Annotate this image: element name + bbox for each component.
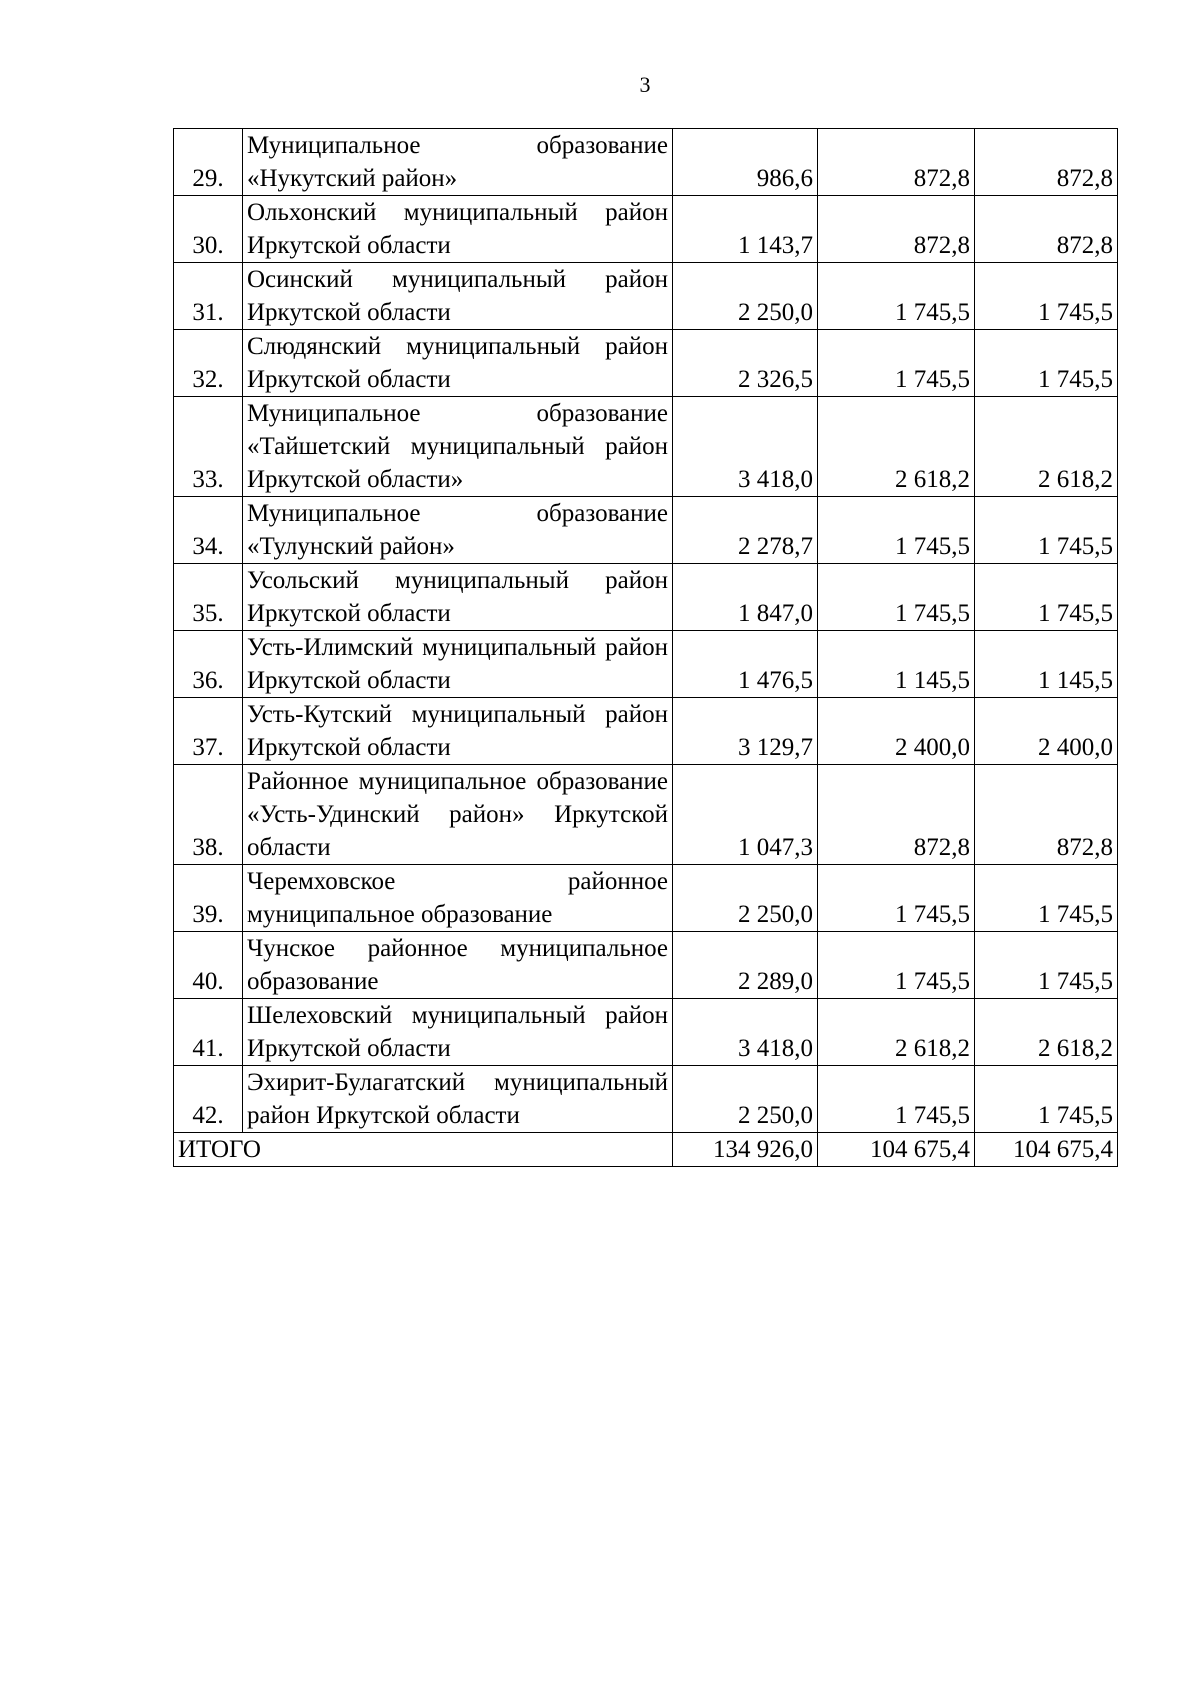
total-row xyxy=(174,1133,1118,1167)
table-row xyxy=(174,631,1118,698)
page-number: 3 xyxy=(639,72,651,97)
municipality-name: Осинский муниципальный район Иркутской области xyxy=(243,263,673,330)
value-2: 1 745,5 xyxy=(818,497,975,564)
value-1: 1 476,5 xyxy=(673,631,818,698)
value-2: 1 745,5 xyxy=(818,865,975,932)
municipality-name: Эхирит-Булагатский муниципальный район Иркутской области xyxy=(243,1066,673,1133)
table-row xyxy=(174,865,1118,932)
value-1: 3 418,0 xyxy=(673,397,818,497)
value-1: 3 129,7 xyxy=(673,698,818,765)
municipality-name: Муниципальное образование «Тулунский район» xyxy=(243,497,673,564)
value-1: 2 278,7 xyxy=(673,497,818,564)
row-number: 33. xyxy=(174,397,243,497)
municipality-name: Районное муниципальное образование «Усть-Удинский район» Иркутской области xyxy=(243,765,673,865)
value-3: 1 745,5 xyxy=(975,865,1118,932)
row-number: 31. xyxy=(174,263,243,330)
row-number: 40. xyxy=(174,932,243,999)
value-1: 2 326,5 xyxy=(673,330,818,397)
table-row xyxy=(174,330,1118,397)
value-3: 1 745,5 xyxy=(975,497,1118,564)
row-number: 38. xyxy=(174,765,243,865)
value-3: 872,8 xyxy=(975,765,1118,865)
row-number: 32. xyxy=(174,330,243,397)
value-1: 986,6 xyxy=(673,129,818,196)
value-3: 2 400,0 xyxy=(975,698,1118,765)
value-1: 1 847,0 xyxy=(673,564,818,631)
table-row xyxy=(174,129,1118,196)
row-number: 36. xyxy=(174,631,243,698)
municipality-name: Усть-Илимский муниципальный район Иркутской области xyxy=(243,631,673,698)
table-row xyxy=(174,196,1118,263)
value-3: 2 618,2 xyxy=(975,999,1118,1066)
table-row xyxy=(174,497,1118,564)
value-3: 872,8 xyxy=(975,196,1118,263)
row-number: 42. xyxy=(174,1066,243,1133)
table-row xyxy=(174,564,1118,631)
total-value-2: 104 675,4 xyxy=(818,1133,975,1167)
value-3: 1 745,5 xyxy=(975,1066,1118,1133)
total-label: ИТОГО xyxy=(174,1133,673,1167)
row-number: 35. xyxy=(174,564,243,631)
municipality-name: Чунское районное муниципальное образование xyxy=(243,932,673,999)
row-number: 29. xyxy=(174,129,243,196)
value-1: 1 047,3 xyxy=(673,765,818,865)
row-number: 34. xyxy=(174,497,243,564)
table-row xyxy=(174,263,1118,330)
value-3: 1 745,5 xyxy=(975,263,1118,330)
municipality-name: Ольхонский муниципальный район Иркутской области xyxy=(243,196,673,263)
value-2: 872,8 xyxy=(818,765,975,865)
table-row xyxy=(174,999,1118,1066)
municipality-name: Муниципальное образование «Нукутский район» xyxy=(243,129,673,196)
table-row xyxy=(174,765,1118,865)
table-row xyxy=(174,698,1118,765)
value-2: 2 400,0 xyxy=(818,698,975,765)
value-1: 2 250,0 xyxy=(673,1066,818,1133)
value-2: 1 745,5 xyxy=(818,564,975,631)
value-3: 872,8 xyxy=(975,129,1118,196)
total-value-3: 104 675,4 xyxy=(975,1133,1118,1167)
value-2: 2 618,2 xyxy=(818,999,975,1066)
table-row xyxy=(174,397,1118,497)
row-number: 37. xyxy=(174,698,243,765)
value-1: 2 289,0 xyxy=(673,932,818,999)
table-row xyxy=(174,932,1118,999)
municipality-name: Слюдянский муниципальный район Иркутской области xyxy=(243,330,673,397)
municipality-name: Муниципальное образование «Тайшетский муниципальный район Иркутской области» xyxy=(243,397,673,497)
value-2: 1 745,5 xyxy=(818,1066,975,1133)
value-3: 2 618,2 xyxy=(975,397,1118,497)
allocation-table xyxy=(173,128,1118,1167)
value-3: 1 145,5 xyxy=(975,631,1118,698)
value-3: 1 745,5 xyxy=(975,932,1118,999)
value-1: 3 418,0 xyxy=(673,999,818,1066)
total-value-1: 134 926,0 xyxy=(673,1133,818,1167)
value-2: 872,8 xyxy=(818,129,975,196)
value-1: 2 250,0 xyxy=(673,263,818,330)
table-body xyxy=(174,129,1118,1167)
value-3: 1 745,5 xyxy=(975,330,1118,397)
row-number: 41. xyxy=(174,999,243,1066)
value-2: 1 745,5 xyxy=(818,932,975,999)
table-row xyxy=(174,1066,1118,1133)
municipality-name: Шелеховский муниципальный район Иркутской области xyxy=(243,999,673,1066)
value-1: 2 250,0 xyxy=(673,865,818,932)
value-2: 1 145,5 xyxy=(818,631,975,698)
value-2: 872,8 xyxy=(818,196,975,263)
municipality-name: Усольский муниципальный район Иркутской области xyxy=(243,564,673,631)
value-2: 1 745,5 xyxy=(818,263,975,330)
value-2: 2 618,2 xyxy=(818,397,975,497)
value-1: 1 143,7 xyxy=(673,196,818,263)
value-2: 1 745,5 xyxy=(818,330,975,397)
row-number: 39. xyxy=(174,865,243,932)
row-number: 30. xyxy=(174,196,243,263)
municipality-name: Черемховское районное муниципальное образование xyxy=(243,865,673,932)
municipality-name: Усть-Кутский муниципальный район Иркутской области xyxy=(243,698,673,765)
value-3: 1 745,5 xyxy=(975,564,1118,631)
